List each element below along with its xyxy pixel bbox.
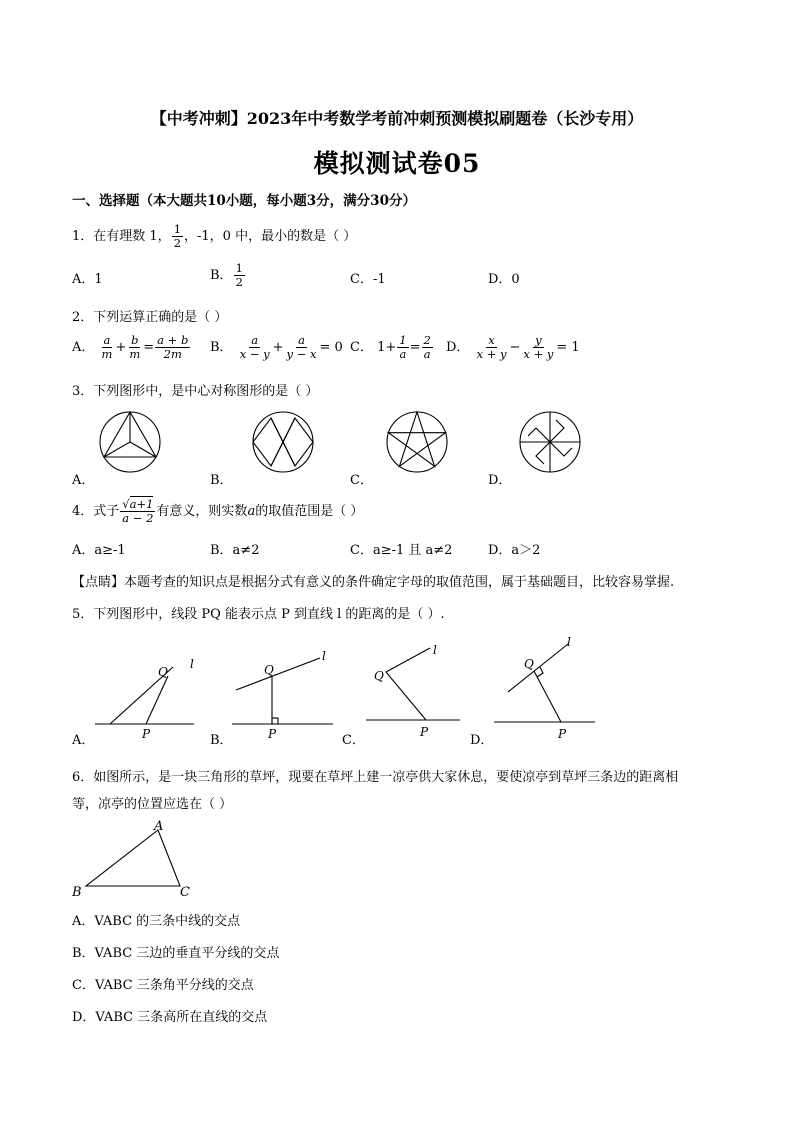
fraction-numerator: 1 [235,261,243,275]
q4-stem-prefix: 4．式子 [72,504,120,519]
q3-label-a: A． [72,473,95,488]
q6-option-d: D．VABC 三条高所在直线的交点 [72,1010,268,1025]
q6-option-c: C．VABC 三条角平分线的交点 [72,978,254,993]
label-q: Q [264,663,274,677]
operator: = [143,340,155,355]
option-label: A． [72,340,95,355]
fraction-denominator: x + y [523,347,554,361]
q5-figures [90,630,610,742]
fraction-denominator: m [129,347,141,361]
vertex-a-label: A [154,819,164,834]
fraction [100,334,115,361]
operator: − [509,340,521,355]
fraction-denominator: a [423,347,431,361]
fraction [127,334,142,361]
q6-stem-line-2: 等，凉亭的位置应选在（ ） [72,797,233,812]
label-q: Q [524,657,534,671]
label-q: Q [158,665,168,679]
q6-stem-line-1: 6．如图所示，是一块三角形的草坪，现要在草坪上建一凉亭供大家休息，要使凉亭到草坪三条边的距离相 [72,770,679,785]
q4-stem-middle: 有意义，则实数 [156,504,248,519]
option-label: D． [446,340,470,355]
q4-radical-fraction [120,498,155,525]
q4-option-d: D．a＞2 [488,543,541,558]
fraction-numerator: b [131,333,139,347]
q3-figure-b [253,412,313,472]
fraction-denominator: 2 [235,275,243,289]
operator: = 1 [556,340,580,355]
fraction-denominator: 2 [173,236,182,250]
q1-option-d: D．0 [488,272,520,287]
fraction-denominator: a − 2 [122,511,154,525]
fraction [475,334,509,361]
label-l: l [190,657,194,671]
fraction-denominator: x + y [476,347,507,361]
label-q: Q [374,669,384,683]
q5-label-c: C． [342,733,365,748]
fraction [155,334,190,361]
q3-figures [95,405,595,483]
fraction-numerator: 1 [173,222,182,236]
q3-label-b: B． [210,473,233,488]
q2-option-c [350,334,434,361]
section-heading: 一、选择题（本大题共10小题，每小题3分，满分30分） [72,193,416,209]
q1-stem [72,223,356,250]
q3-figure-a [100,412,160,472]
option-label: B． [210,340,233,355]
q6-option-b: B．VABC 三边的垂直平分线的交点 [72,946,280,961]
q1-option-c: C．-1 [350,272,386,287]
vertex-b-label: B [72,885,82,900]
fraction-numerator: a [298,333,305,347]
q5-stem: 5．下列图形中，线段 PQ 能表示点 P 到直线 l 的距离的是（ ）. [72,607,445,622]
q1-stem-part-a: 1．在有理数 1， [72,229,171,244]
operator: 1+ [377,340,397,355]
q3-figure-c [387,412,447,472]
q5-figure-b [232,649,333,741]
q3-stem: 3．下列图形中，是中心对称图形的是（ ） [72,384,319,399]
operator: + [272,340,284,355]
fraction-numerator: √a+1 [122,497,154,511]
q1-option-a: A．1 [72,272,103,287]
exam-header: 【中考冲刺】2023年中考数学考前冲刺预测模拟刷题卷（长沙专用） [150,109,644,128]
fraction-numerator: a [251,333,259,347]
fraction-numerator: y [535,333,542,347]
comment-note: 【点睛】本题考查的知识点是根据分式有意义的条件确定字母的取值范围，属于基础题目，比较容易掌握. [72,575,675,590]
q3-figure-d [520,412,580,472]
fraction-numerator: x [488,333,495,347]
operator: = [409,340,421,355]
fraction-numerator: 2 [423,333,431,347]
q1-option-b-fraction [234,262,245,289]
q5-figure-c [366,643,460,739]
q5-label-b: B． [210,733,233,748]
page-title: 模拟测试卷05 [313,149,481,178]
label-l: l [567,635,571,649]
q5-label-d: D． [470,733,494,748]
label-p: P [142,727,151,741]
q3-label-d: D． [488,473,512,488]
q2-stem: 2．下列运算正确的是（ ） [72,310,228,325]
fraction-denominator: 2m [163,347,182,361]
q2-option-d [446,334,580,361]
radicand: a+1 [129,497,154,511]
q1-option-b [210,262,246,289]
q2-option-b [210,334,343,361]
label-l: l [433,643,437,657]
fraction-numerator: a + b [157,333,189,347]
q2-option-a [72,334,191,361]
label-p: P [558,727,567,741]
operator: = 0 [319,340,343,355]
operator: + [115,340,127,355]
q4-option-c: C．a≥-1 且 a≠2 [350,543,453,558]
fraction [521,334,555,361]
q1-half-fraction [172,223,183,250]
fraction-denominator: m [101,347,113,361]
vertex-c-label: C [180,885,190,900]
option-label: C． [350,340,373,355]
fraction-denominator: x − y [239,347,270,361]
q1-stem-part-b: ，-1，0 中，最小的数是（ ） [184,229,357,244]
fraction [285,334,319,361]
q4-variable: a [247,504,256,519]
fraction-numerator: a [103,333,111,347]
q3-label-c: C． [350,473,373,488]
q4-stem [72,498,363,525]
q5-figure-a [95,657,194,741]
q4-option-b: B．a≠2 [210,543,260,558]
fraction [238,334,272,361]
fraction-denominator: a [399,347,407,361]
q4-option-a: A．a≥-1 [72,543,126,558]
q6-option-a: A．VABC 的三条中线的交点 [72,914,241,929]
label-p: P [420,725,429,739]
fraction-denominator: y − x [286,347,317,361]
q5-label-a: A． [72,733,95,748]
fraction-numerator: 1 [399,333,407,347]
q4-stem-suffix: 的取值范围是（ ） [255,504,364,519]
label-p: P [268,727,277,741]
fraction [397,334,408,361]
q5-figure-d [494,635,595,741]
option-label: B． [210,268,233,283]
fraction [422,334,433,361]
label-l: l [322,649,326,663]
q6-triangle-figure [68,818,208,900]
